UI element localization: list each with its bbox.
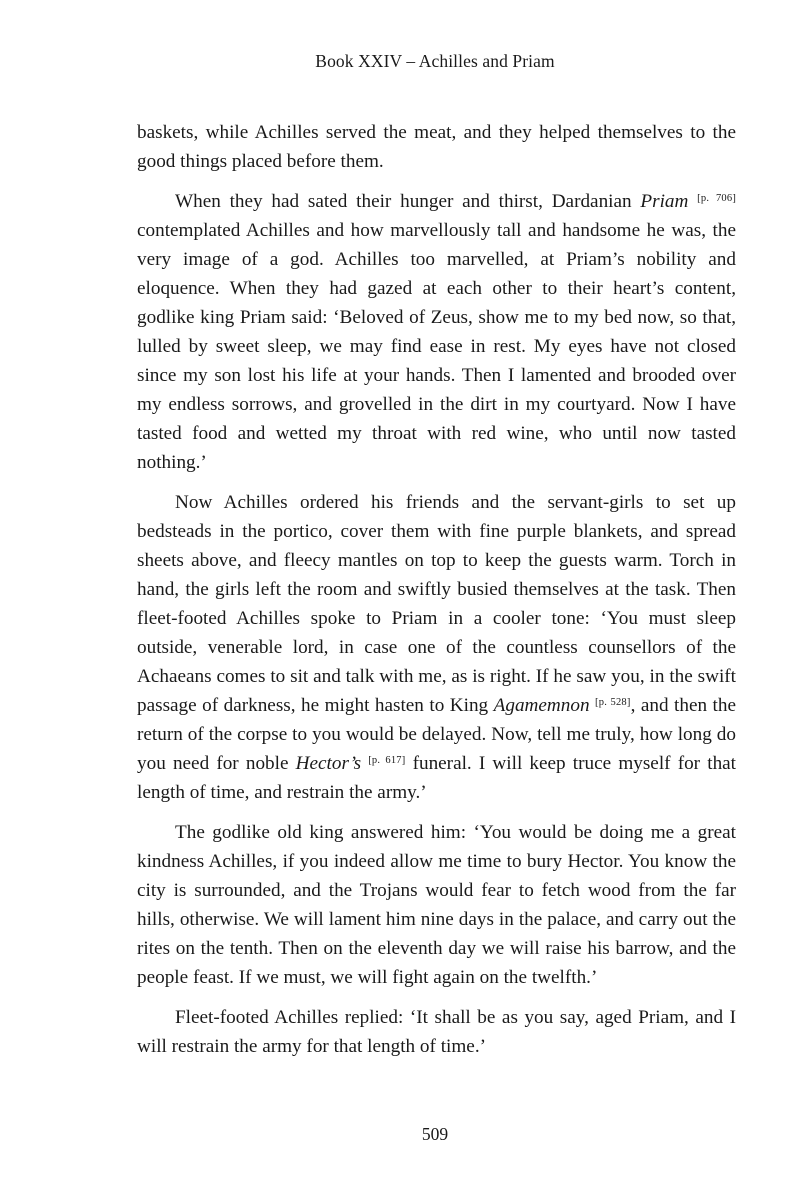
paragraph-3 [137, 488, 736, 807]
paragraph-4: The godlike old king answered him: ‘You would be doing me a great kindness Achilles, if you indeed allow me time to bury Hector. You know the city is surrounded, and the Trojans would fear to fetch wood from the far hills, otherwise. We will lament him nine days in the palace, and carry out the rites on the tenth. Then on the eleventh day we will raise his barrow, and the people feast. If we must, we will fight again on the twelfth.’ [137, 822, 736, 988]
paragraph-2 [137, 187, 736, 477]
paragraph-3-text-after: funeral. I will keep truce myself for that length of time, and restrain the army.’ [137, 753, 737, 803]
running-head-title: Book XXIV – Achilles and Priam [315, 51, 555, 71]
paragraph-3-text-middle: , and then the return of the corpse to you would be delayed. Now, tell me truly, how long do you need for noble [137, 695, 736, 774]
paragraph-5: Fleet-footed Achilles replied: ‘It shall be as you say, aged Priam, and I will restrain the army for that length of time.’ [137, 1007, 736, 1057]
hector-link[interactable]: Hector’s [295, 753, 362, 774]
agamemnon-page-ref[interactable]: [p. 528] [595, 697, 631, 708]
page-number: 509 [421, 1124, 449, 1144]
paragraph-1: baskets, while Achilles served the meat, and they helped themselves to the good things placed before them. [137, 122, 736, 172]
paragraph-2-text-after: contemplated Achilles and how marvellously tall and handsome he was, the very image of a god. Achilles too marvelled, at Priam’s nobility and eloquence. When they had gazed at each other to their heart’s content, godlike king Priam said: ‘Beloved of Zeus, show me to my bed now, so that, lulled by sweet sleep, we may find ease in rest. My eyes have not closed since my son lost his life at your hands. Then I lamented and brooded over my endless sorrows, and grovelled in the dirt in my courtyard. Now I have tasted food and wetted my throat with red wine, who until now tasted nothing.’ [137, 220, 736, 473]
priam-page-ref[interactable]: [p. 706] [697, 193, 737, 204]
hector-page-ref[interactable]: [p. 617] [368, 755, 406, 766]
priam-link[interactable]: Priam [640, 191, 689, 212]
paragraph-3-text-before: Now Achilles ordered his friends and the servant-girls to set up bedsteads in the portico, cover them with fine purple blankets, and spread sheets above, and fleecy mantles on top to keep the guests warm. Torch in hand, the girls left the room and swiftly busied themselves at the task. Then fleet-footed Achilles spoke to Priam in a cooler tone: ‘You must sleep outside, venerable lord, in case one of the countless counsellors of the Achaeans comes to sit and talk with me, as is right. If he saw you, in the swift passage of darkness, he might hasten to King [137, 492, 736, 716]
agamemnon-link[interactable]: Agamemnon [493, 695, 590, 716]
body-text [137, 118, 736, 1072]
paragraph-2-text-before: When they had sated their hunger and thirst, Dardanian [175, 191, 641, 212]
